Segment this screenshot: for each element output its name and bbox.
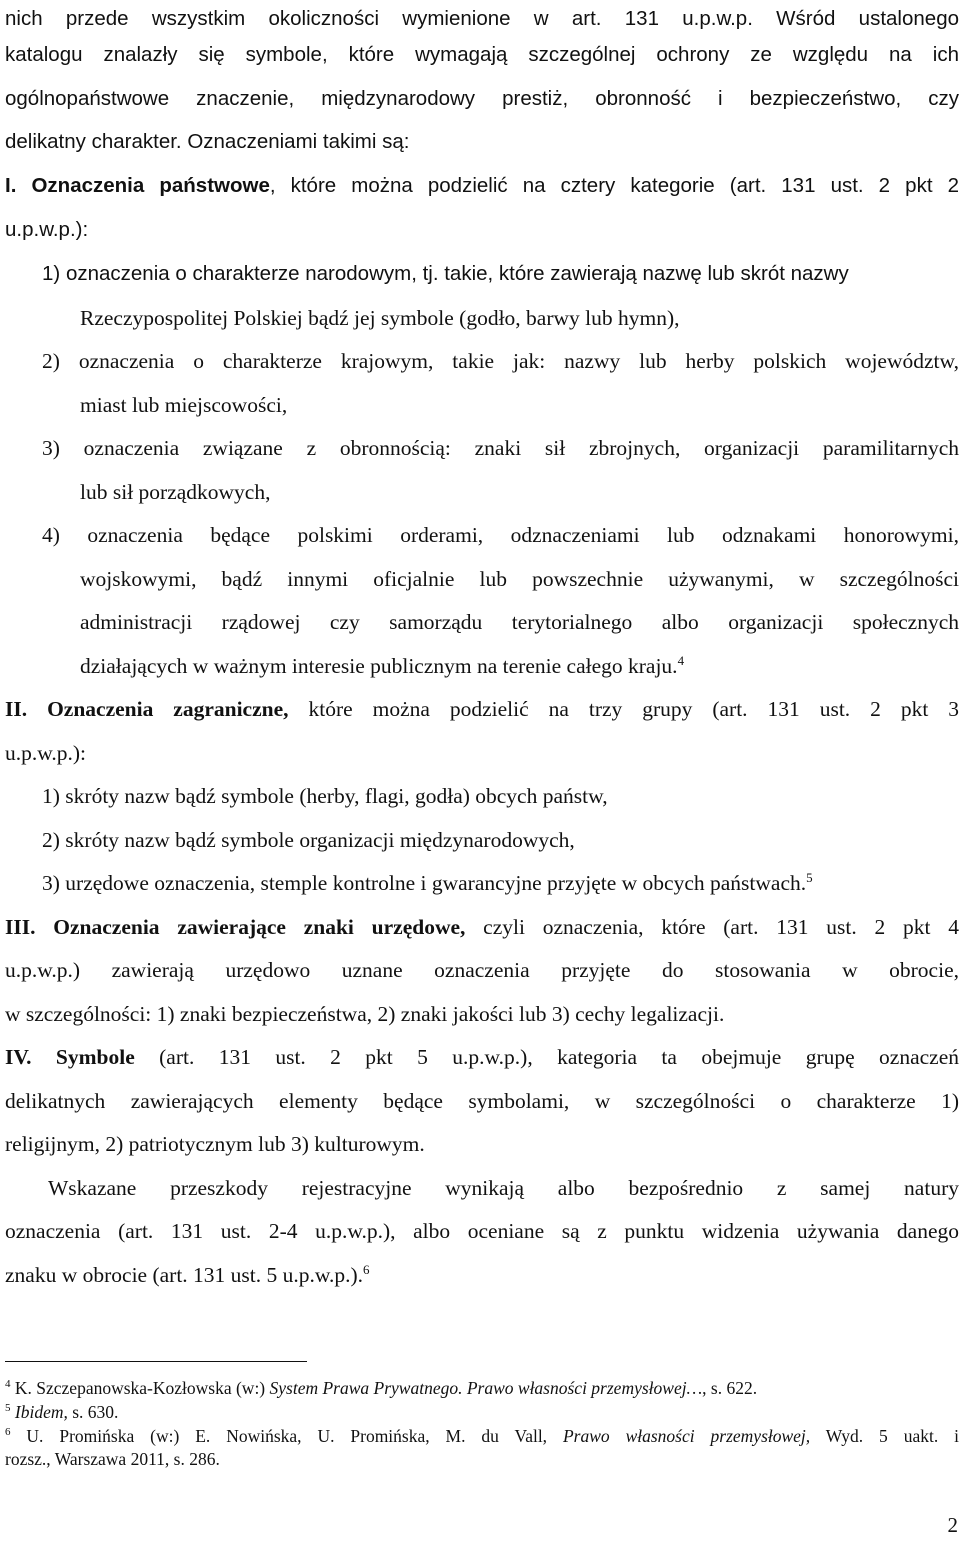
section-heading-line	[5, 912, 959, 942]
list-number: 3)	[42, 436, 60, 460]
footnote-text: , s. 622.	[702, 1378, 758, 1398]
footnote-divider	[5, 1361, 307, 1362]
list-item-text: oznaczenia o charakterze narodowym, tj. takie, które zawierają nazwę lub skrót nazwy	[65, 262, 849, 285]
list-item	[42, 259, 959, 289]
section-heading-rest: czyli oznaczenia, które (art. 131 ust. 2 pkt 4	[465, 915, 960, 939]
footnote-text: K. Szczepanowska-Kozłowska (w:)	[14, 1378, 270, 1398]
list-item	[42, 346, 959, 376]
list-number: 1)	[42, 262, 61, 285]
section-heading: Oznaczenia zagraniczne,	[47, 697, 289, 721]
list-item-continuation: Rzeczypospolitej Polskiej bądź jej symbole (godło, barwy lub hymn),	[80, 306, 680, 330]
list-number: 4)	[42, 523, 60, 547]
section-heading: Oznaczenia państwowe	[31, 174, 270, 197]
list-number: 3)	[42, 871, 60, 895]
footnote-text: s. 630.	[67, 1402, 119, 1422]
list-item	[42, 520, 959, 550]
paragraph-line: u.p.w.p.) zawierają urzędowo uznane oznaczenia przyjęte do stosowania w obrocie,	[5, 958, 959, 982]
section-numeral: IV.	[5, 1045, 32, 1069]
list-item-text: oznaczenia będące polskimi orderami, odznaczeniami lub odznakami honorowymi,	[87, 523, 960, 547]
list-number: 2)	[42, 349, 60, 373]
section-heading-rest: które można podzielić na trzy grupy (art. 131 ust. 2 pkt 3	[288, 697, 960, 721]
footnote-ref[interactable]: 6	[363, 1261, 370, 1277]
list-item-continuation	[80, 651, 959, 681]
list-item	[42, 868, 959, 898]
footnote	[5, 1401, 959, 1423]
list-item-text: skróty nazw bądź symbole organizacji międzynarodowych,	[65, 828, 575, 852]
footnote-number: 4	[5, 1378, 11, 1391]
paragraph-line: nich przede wszystkim okoliczności wymienione w art. 131 u.p.w.p. Wśród ustalonego	[5, 7, 959, 30]
section-heading-line	[5, 171, 959, 201]
section-heading-rest: (art. 131 ust. 2 pkt 5 u.p.w.p.), kategoria ta obejmuje grupę oznaczeń	[134, 1045, 959, 1069]
list-item-text: działających w ważnym interesie publicznym na terenie całego kraju.	[80, 654, 678, 678]
list-item	[42, 781, 959, 811]
footnote	[5, 1425, 959, 1447]
paragraph-line: w szczególności: 1) znaki bezpieczeństwa, 2) znaki jakości lub 3) cechy legalizacji.	[5, 1002, 725, 1026]
footnote-text: Wyd. 5 uakt. i	[810, 1426, 959, 1446]
section-heading: Symbole	[55, 1045, 135, 1069]
list-number: 1)	[42, 784, 60, 808]
list-item	[42, 825, 959, 855]
paragraph-line: delikatny charakter. Oznaczeniami takimi są:	[5, 130, 410, 153]
list-item-text: oznaczenia związane z obronnością: znaki sił zbrojnych, organizacji paramilitarnych	[83, 436, 959, 460]
footnote-text: U. Promińska (w:) E. Nowińska, U. Promińska, M. du Vall,	[26, 1426, 563, 1446]
section-numeral: I.	[5, 174, 17, 197]
paragraph-line	[5, 1260, 959, 1290]
paragraph-line: Wskazane przeszkody rejestracyjne wynikają albo bezpośrednio z samej natury	[48, 1176, 959, 1200]
section-heading-line	[5, 694, 959, 724]
section-numeral: III.	[5, 915, 36, 939]
list-item-text: oznaczenia o charakterze krajowym, takie jak: nazwy lub herby polskich województw,	[78, 349, 960, 373]
section-numeral: II.	[5, 697, 28, 721]
footnote-ref[interactable]: 4	[677, 652, 685, 668]
footnote-italic: Prawo własności przemysłowej,	[562, 1426, 811, 1446]
paragraph-line: u.p.w.p.):	[5, 741, 87, 765]
paragraph-text: znaku w obrocie (art. 131 ust. 5 u.p.w.p.).	[5, 1263, 364, 1287]
list-item-continuation: miast lub miejscowości,	[80, 393, 288, 417]
paragraph-line: oznaczenia (art. 131 ust. 2-4 u.p.w.p.), albo oceniane są z punktu widzenia używania danego	[5, 1219, 959, 1243]
section-heading-rest: , które można podzielić na cztery kategorie (art. 131 ust. 2 pkt 2	[269, 174, 959, 197]
paragraph-line: katalogu znalazły się symbole, które wymagają szczególnej ochrony ze względu na ich	[5, 43, 959, 66]
footnote-number: 5	[5, 1402, 11, 1415]
paragraph-line: religijnym, 2) patriotycznym lub 3) kulturowym.	[5, 1132, 425, 1156]
footnote-ref[interactable]: 5	[806, 869, 813, 885]
paragraph-line: ogólnopaństwowe znaczenie, międzynarodowy prestiż, obronność i bezpieczeństwo, czy	[5, 87, 959, 110]
footnote	[5, 1377, 959, 1399]
list-item-continuation: administracji rządowej czy samorządu terytorialnego albo organizacji społecznych	[80, 610, 959, 634]
section-heading-line	[5, 1042, 959, 1072]
list-item	[42, 433, 959, 463]
list-number: 2)	[42, 828, 60, 852]
list-item-text: skróty nazw bądź symbole (herby, flagi, godła) obcych państw,	[65, 784, 608, 808]
footnote-number: 6	[5, 1426, 11, 1439]
section-heading: Oznaczenia zawierające znaki urzędowe,	[53, 915, 466, 939]
paragraph-line: delikatnych zawierających elementy będące symbolami, w szczególności o charakterze 1)	[5, 1089, 959, 1113]
footnote-italic: System Prawa Prywatnego. Prawo własności przemysłowej…	[269, 1378, 703, 1398]
paragraph-line: u.p.w.p.):	[5, 218, 89, 241]
list-item-continuation: lub sił porządkowych,	[80, 480, 271, 504]
footnote-continuation: rozsz., Warszawa 2011, s. 286.	[5, 1449, 220, 1469]
list-item-text: urzędowe oznaczenia, stemple kontrolne i gwarancyjne przyjęte w obcych państwach.	[65, 871, 807, 895]
footnote-italic: Ibidem,	[14, 1402, 68, 1422]
list-item-continuation: wojskowymi, bądź innymi oficjalnie lub powszechnie używanymi, w szczególności	[80, 567, 959, 591]
page-number: 2	[947, 1513, 958, 1537]
